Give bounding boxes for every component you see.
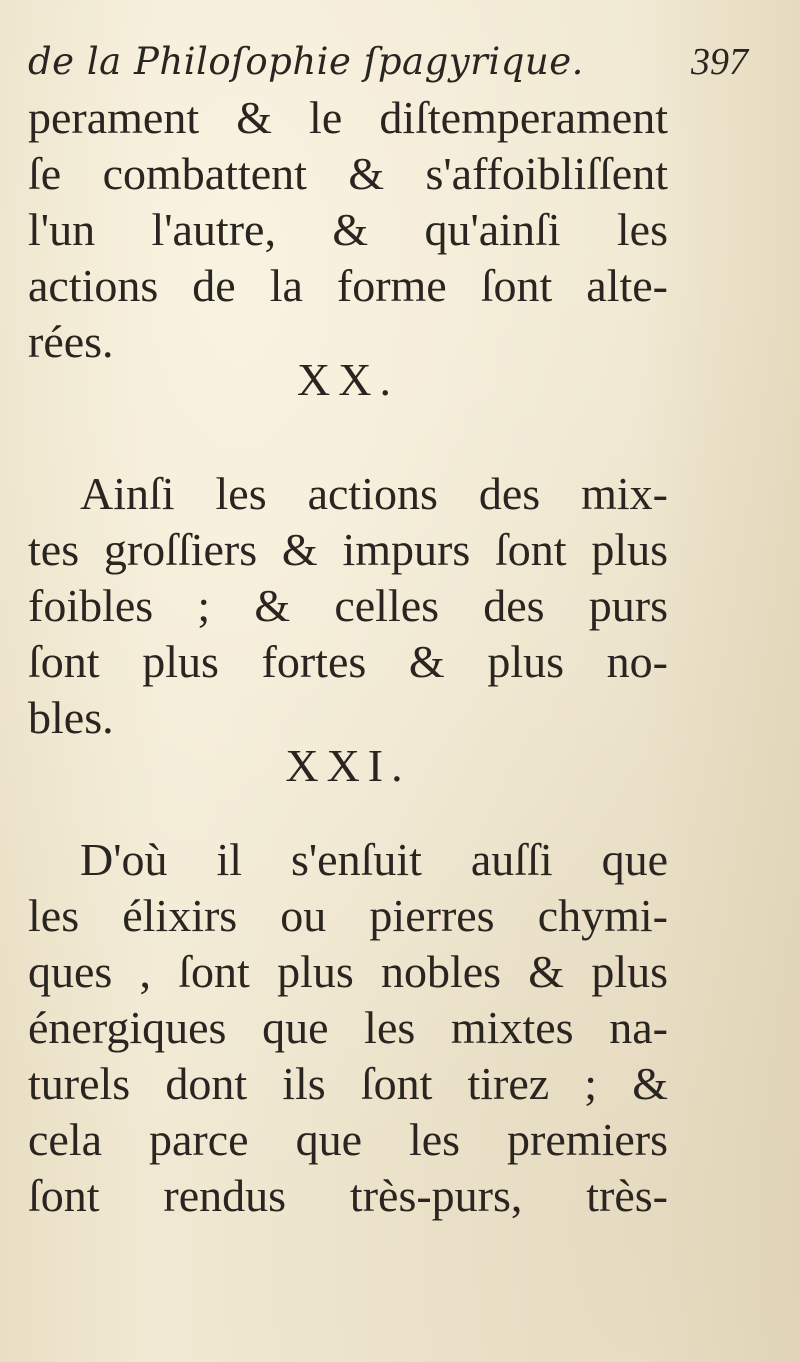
text-line: tes groſſiers & impurs ſont plus [28, 524, 668, 575]
text-line: perament & le diſtemperament [28, 92, 668, 143]
text-line: bles. [28, 692, 114, 743]
text-line: actions de la forme ſont alte- [28, 260, 668, 311]
text-line: les élixirs ou pierres chymi- [28, 890, 668, 941]
text-line: ſont rendus très-purs, très- [28, 1170, 668, 1221]
paragraph-section-20 [28, 466, 668, 746]
section-heading-21: XXI. [285, 740, 411, 791]
continuation-paragraph [28, 90, 668, 370]
text-line: turels dont ils ſont tirez ; & [28, 1058, 668, 1109]
page-header [28, 34, 748, 90]
page-number: 397 [691, 41, 748, 83]
text-line: ſe combattent & s'affoibliſſent [28, 148, 668, 199]
text-line: D'où il s'enſuit auſſi que [80, 834, 668, 885]
text-line: énergiques que les mixtes na- [28, 1002, 668, 1053]
text-line: l'un l'autre, & qu'ainſi les [28, 204, 668, 255]
text-line: Ainſi les actions des mix- [80, 468, 668, 519]
text-line: foibles ; & celles des purs [28, 580, 668, 631]
section-heading-20: XX. [297, 354, 399, 405]
text-line: cela parce que les premiers [28, 1114, 668, 1165]
text-line: ques , ſont plus nobles & plus [28, 946, 668, 997]
text-line: ſont plus fortes & plus no- [28, 636, 668, 687]
running-title: de la Philoſophie ſpagyrique. [28, 40, 584, 83]
paragraph-section-21 [28, 832, 668, 1224]
text-line: rées. [28, 316, 114, 367]
